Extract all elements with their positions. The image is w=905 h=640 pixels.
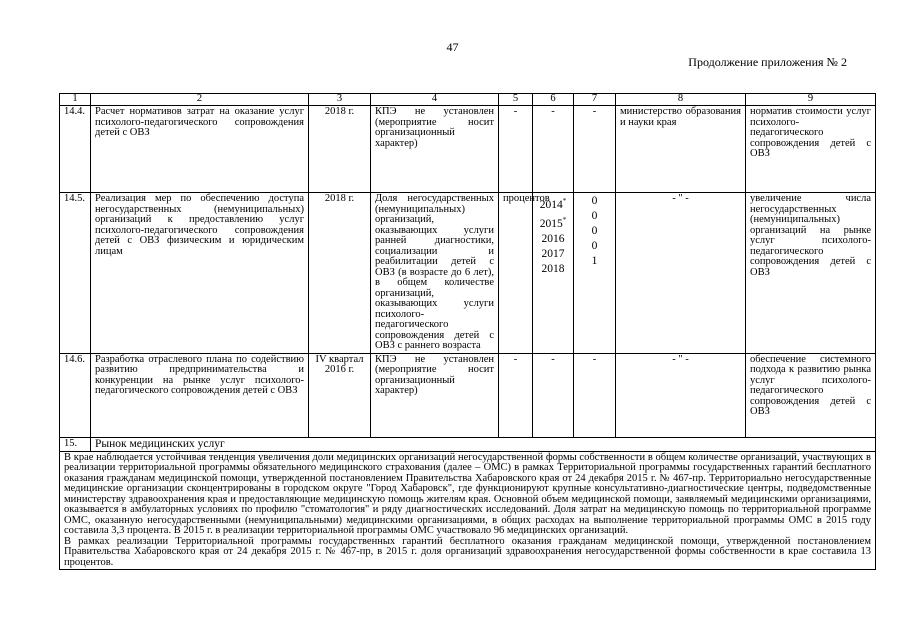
narrative-paragraph: В рамках реализации Территориальной программы государственных гарантий бесплатного оказания гражданам медицинской помощи, утвержденной постановлением Правительства Хабаровского края от 24 декабря 2015 г. № 467-пр, в 2015 г. доля организаций здравоохранения негосударственной формы собственности в крае составила 13 процентов. xyxy=(64,535,871,568)
indicator-cell: КПЭ не установлен (мероприятие носит организационный характер) xyxy=(371,106,499,193)
value-item: 1 xyxy=(591,255,598,267)
unit-cell: процентов xyxy=(499,193,533,354)
result-cell: обеспечение системного подхода к развитию рынка услуг психолого-педагогического сопровождения детей с ОВЗ xyxy=(746,353,876,437)
year-item: 2016 xyxy=(541,232,565,245)
result-cell: норматив стоимости услуг психолого-педагогического сопровождения детей с ОВЗ xyxy=(746,106,876,193)
page-number: 47 xyxy=(446,40,459,54)
narrative-cell xyxy=(60,451,876,570)
row-number: 14.5. xyxy=(60,193,91,354)
responsible-cell: министерство образования и науки края xyxy=(616,106,746,193)
year-item: 2014* xyxy=(539,197,567,211)
indicator-cell: КПЭ не установлен (мероприятие носит организационный характер) xyxy=(371,353,499,437)
column-numbers-row xyxy=(60,94,876,106)
continuation-label: Продолжение приложения № 2 xyxy=(688,55,847,69)
responsible-cell: - " - xyxy=(616,353,746,437)
unit-cell: - xyxy=(499,106,533,193)
table-row xyxy=(60,193,876,354)
year-cell: - xyxy=(533,106,574,193)
column-number: 3 xyxy=(309,94,371,106)
measure-cell: Разработка отраслевого плана по содействию развитию предпринимательства и конкуренции на рынке услуг психолого-педагогического сопровождения детей с ОВЗ xyxy=(91,353,309,437)
term-cell: 2018 г. xyxy=(309,106,371,193)
row-number: 14.6. xyxy=(60,353,91,437)
term-cell: IV квартал 2016 г. xyxy=(309,353,371,437)
column-number: 4 xyxy=(371,94,499,106)
column-number: 6 xyxy=(533,94,574,106)
value-cell: - xyxy=(574,353,616,437)
column-number: 5 xyxy=(499,94,533,106)
measure-cell: Расчет нормативов затрат на оказание услуг психолого-педагогического сопровождения детей с ОВЗ xyxy=(91,106,309,193)
column-number: 9 xyxy=(746,94,876,106)
value-cell: - xyxy=(574,106,616,193)
value-item: 0 xyxy=(591,210,598,222)
value-item: 0 xyxy=(591,240,598,252)
responsible-cell: - " - xyxy=(616,193,746,354)
column-number: 8 xyxy=(616,94,746,106)
measure-cell: Реализация мер по обеспечению доступа негосударственных (немуниципальных) организаций к предоставлению услуг психолого-педагогического сопровождения детей с ОВЗ физическим и юридическим лицам xyxy=(91,193,309,354)
unit-cell: - xyxy=(499,353,533,437)
indicator-cell: Доля негосударственных (немуниципальных) организаций, оказывающих услуги ранней диагностики, социализации и реабилитации детей с ОВЗ (в возрасте до 6 лет), в общем количестве организаций, оказывающих услуги психолого-педагогического сопровождения детей с ОВЗ с раннего возраста xyxy=(371,193,499,354)
narrative-paragraph: В крае наблюдается устойчивая тенденция увеличения доли медицинских организаций негосударственной формы собственности в общем количестве организаций, участвующих в реализации территориальной программы обязательного медицинского страхования (далее – ОМС) в рамках Территориальной программы государственных гарантий бесплатного оказания гражданам медицинской помощи, утвержденной постановлением Правительства Хабаровского края от 24 декабря 2015 г. № 467-пр. Территориально негосударственные медицинские организации сконцентрированы в городском округе "Город Хабаровск", где функционируют крупные консультативно-диагностические центры, подведомственные министерству здравоохранения края и предоставляющие медицинскую помощь жителям края. Основной объем медицинской помощи, заявляемый медицинскими организациями, оказывается в амбулаторных условиях по профилю "стоматология" и ряду диагностических исследований. Доля затрат на медицинскую помощь по территориальной программе ОМС, оказанную негосударственными (немуниципальными) медицинскими организациями, в общих расходах на выполнение территориальной программы ОМС в 2015 году составила 3,3 процента. В 2015 г. в реализации территориальной программы ОМС участвовало 96 медицинских организаций. xyxy=(64,451,871,536)
table-row xyxy=(60,106,876,193)
value-item: 0 xyxy=(591,195,598,207)
column-number: 2 xyxy=(91,94,309,106)
measures-table xyxy=(59,93,876,570)
year-item: 2015* xyxy=(539,215,567,230)
result-cell: увеличение числа негосударственных (немуниципальных) организаций на рынке услуг психолого-педагогического сопровождения детей с ОВЗ xyxy=(746,193,876,354)
section-row xyxy=(60,437,876,451)
years-cell xyxy=(533,193,574,354)
term-cell: 2018 г. xyxy=(309,193,371,354)
year-item: 2017 xyxy=(541,247,565,260)
section-number: 15. xyxy=(60,437,91,451)
table-row xyxy=(60,353,876,437)
year-item: 2018 xyxy=(541,262,565,275)
year-cell: - xyxy=(533,353,574,437)
column-number: 1 xyxy=(60,94,91,106)
narrative-row xyxy=(60,451,876,570)
row-number: 14.4. xyxy=(60,106,91,193)
values-cell xyxy=(574,193,616,354)
column-number: 7 xyxy=(574,94,616,106)
value-item: 0 xyxy=(591,225,598,237)
section-title: Рынок медицинских услуг xyxy=(91,437,876,451)
